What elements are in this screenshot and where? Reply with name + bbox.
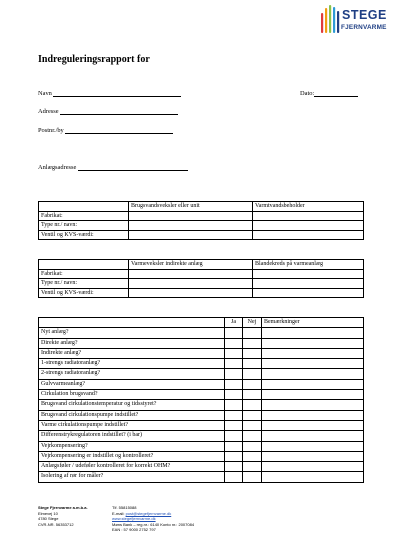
nej-checkbox[interactable] [243, 390, 262, 400]
footer-street: Elmevej 10 [38, 510, 58, 516]
ja-checkbox[interactable] [225, 410, 243, 420]
row-label: Indirekte anlæg? [39, 348, 225, 358]
table-row [39, 288, 364, 298]
row-label: Varme cirkulationspumpe indstillet? [39, 420, 225, 430]
navn-line [53, 90, 181, 97]
row-label: Anlægsføler / udeføler kontrolleret for korrekt OHM? [39, 462, 225, 472]
bemaerkning-cell[interactable] [262, 390, 364, 400]
ja-checkbox[interactable] [225, 420, 243, 430]
footer-email-link[interactable]: post@stegefjernvarme.dk [125, 510, 172, 516]
table-row [39, 431, 364, 441]
logo-bar [337, 11, 339, 33]
header-cell: Nej [243, 318, 262, 328]
logo-bar [325, 8, 327, 33]
table-row [39, 390, 364, 400]
row-label: Direkte anlæg? [39, 338, 225, 348]
header-cell: Varmtvandsbeholder [253, 202, 364, 212]
logo-bar [321, 13, 323, 33]
nej-checkbox[interactable] [243, 328, 262, 338]
navn-field[interactable] [38, 90, 181, 97]
bemaerkning-cell[interactable] [262, 472, 364, 482]
ja-checkbox[interactable] [225, 472, 243, 482]
bemaerkning-cell[interactable] [262, 379, 364, 389]
row-label: Differenstrykregulatoren indstillet? (i bar) [39, 431, 225, 441]
table-row [39, 348, 364, 358]
bemaerkning-cell[interactable] [262, 400, 364, 410]
nej-checkbox[interactable] [243, 472, 262, 482]
row-label: Type nr./ navn: [39, 279, 129, 289]
table-row [39, 441, 364, 451]
input-cell[interactable] [253, 221, 364, 231]
dato-field[interactable] [300, 90, 358, 97]
row-label: Ventil og KVS-værdi: [39, 230, 129, 240]
stege-logo-icon [319, 5, 341, 35]
input-cell[interactable] [253, 288, 364, 298]
row-label: Type nr./ navn: [39, 221, 129, 231]
table-row [39, 472, 364, 482]
postnr-label: Postnr./by [38, 127, 64, 134]
bemaerkning-cell[interactable] [262, 369, 364, 379]
table-row [39, 230, 364, 240]
footer-cvr: CVR-NR. 56353712 [38, 521, 74, 527]
bemaerkning-cell[interactable] [262, 441, 364, 451]
table-row [39, 451, 364, 461]
table-brugsvand [38, 201, 364, 240]
ja-checkbox[interactable] [225, 441, 243, 451]
row-label: 1-strengs radiatoranlæg? [39, 359, 225, 369]
footer-web-link[interactable]: www.stegefjernvarme.dk [112, 516, 156, 522]
table-row [39, 359, 364, 369]
input-cell[interactable] [129, 269, 253, 279]
footer-bank: Møns Bank – reg.nr.: 6140 Konto nr.: 2007084 [112, 521, 195, 527]
logo-name: STEGE [342, 8, 387, 22]
table-row [39, 410, 364, 420]
input-cell[interactable] [129, 230, 253, 240]
logo-subtitle: FJERNVARME [341, 24, 387, 31]
table-row [39, 211, 364, 221]
input-cell[interactable] [129, 279, 253, 289]
table-header-row [39, 260, 364, 270]
nej-checkbox[interactable] [243, 410, 262, 420]
row-label: Brugsvand cirkulationspumpe indstillet? [39, 410, 225, 420]
table-row [39, 328, 364, 338]
row-label: Vejrkompensering er indstillet og kontrolleret? [39, 451, 225, 461]
footer-city: 4780 Stege [38, 516, 59, 522]
header-cell: Brugsvandsveksler eller unit [129, 202, 253, 212]
dato-line [314, 90, 358, 97]
nej-checkbox[interactable] [243, 348, 262, 358]
nej-checkbox[interactable] [243, 431, 262, 441]
nej-checkbox[interactable] [243, 420, 262, 430]
bemaerkning-cell[interactable] [262, 451, 364, 461]
input-cell[interactable] [253, 211, 364, 221]
header-cell: Bemærkninger [262, 318, 364, 328]
ja-checkbox[interactable] [225, 328, 243, 338]
row-label: Fabrikat: [39, 211, 129, 221]
bemaerkning-cell[interactable] [262, 328, 364, 338]
table-checklist [38, 317, 364, 483]
row-label: Cirkulation brugsvand? [39, 390, 225, 400]
bemaerkning-cell[interactable] [262, 348, 364, 358]
adresse-field[interactable] [38, 108, 178, 115]
anlaegsadresse-label: Anlægsadresse [38, 164, 77, 171]
bemaerkning-cell[interactable] [262, 462, 364, 472]
ja-checkbox[interactable] [225, 379, 243, 389]
nej-checkbox[interactable] [243, 462, 262, 472]
header-cell: Blandekreds på varmeanlæg [253, 260, 364, 270]
anlaegsadresse-line [78, 164, 188, 171]
table-row [39, 369, 364, 379]
nej-checkbox[interactable] [243, 369, 262, 379]
page-title: Indreguleringsrapport for [38, 54, 150, 65]
input-cell[interactable] [129, 221, 253, 231]
table-header-row [39, 318, 364, 328]
ja-checkbox[interactable] [225, 338, 243, 348]
header-cell [39, 202, 129, 212]
dato-label: Dato: [300, 90, 315, 97]
ja-checkbox[interactable] [225, 451, 243, 461]
nej-checkbox[interactable] [243, 400, 262, 410]
table-row [39, 269, 364, 279]
bemaerkning-cell[interactable] [262, 431, 364, 441]
ja-checkbox[interactable] [225, 369, 243, 379]
header-cell [39, 260, 129, 270]
row-label: Vejrkompensering? [39, 441, 225, 451]
table-header-row [39, 202, 364, 212]
ja-checkbox[interactable] [225, 431, 243, 441]
bemaerkning-cell[interactable] [262, 359, 364, 369]
nej-checkbox[interactable] [243, 359, 262, 369]
bemaerkning-cell[interactable] [262, 420, 364, 430]
footer-company [38, 505, 88, 527]
nej-checkbox[interactable] [243, 441, 262, 451]
bemaerkning-cell[interactable] [262, 338, 364, 348]
input-cell[interactable] [253, 269, 364, 279]
footer-contact [112, 505, 194, 533]
logo-bar [329, 5, 331, 33]
input-cell[interactable] [129, 211, 253, 221]
input-cell[interactable] [253, 279, 364, 289]
input-cell[interactable] [253, 230, 364, 240]
table-varme [38, 259, 364, 298]
ja-checkbox[interactable] [225, 400, 243, 410]
table-row [39, 379, 364, 389]
footer-company-name: Stege Fjernvarme a.m.b.a. [38, 505, 88, 510]
header-cell: Ja [225, 318, 243, 328]
footer-tlf: Tlf. 55815088 [112, 505, 137, 510]
ja-checkbox[interactable] [225, 348, 243, 358]
table-row [39, 462, 364, 472]
nej-checkbox[interactable] [243, 379, 262, 389]
table-row [39, 420, 364, 430]
table-row [39, 338, 364, 348]
postnr-line [65, 127, 173, 134]
logo-bar [333, 7, 335, 33]
table-row [39, 221, 364, 231]
row-label: Fabrikat: [39, 269, 129, 279]
ja-checkbox[interactable] [225, 390, 243, 400]
row-label: 2-strengs radiatoranlæg? [39, 369, 225, 379]
nej-checkbox[interactable] [243, 338, 262, 348]
ja-checkbox[interactable] [225, 462, 243, 472]
footer-email-label: E-mail: [112, 510, 125, 516]
input-cell[interactable] [129, 288, 253, 298]
adresse-line [60, 108, 178, 115]
header-cell: Varmeveksler indirekte anlæg [129, 260, 253, 270]
row-label: Ventil og KVS-værdi: [39, 288, 129, 298]
navn-label: Navn [38, 90, 52, 97]
nej-checkbox[interactable] [243, 451, 262, 461]
postnr-field[interactable] [38, 127, 173, 134]
ja-checkbox[interactable] [225, 359, 243, 369]
row-label: Isolering af rør for måler? [39, 472, 225, 482]
adresse-label: Adresse [38, 108, 59, 115]
table-row [39, 400, 364, 410]
header-cell [39, 318, 225, 328]
footer-ean: EAN : 57 9000 2752 797 [112, 527, 156, 533]
anlaegsadresse-field[interactable] [38, 164, 188, 171]
bemaerkning-cell[interactable] [262, 410, 364, 420]
row-label: Brugsvand cirkulationstemperatur og tidsstyret? [39, 400, 225, 410]
table-row [39, 279, 364, 289]
row-label: Gulvvarmeanlæg? [39, 379, 225, 389]
row-label: Nyt anlæg? [39, 328, 225, 338]
